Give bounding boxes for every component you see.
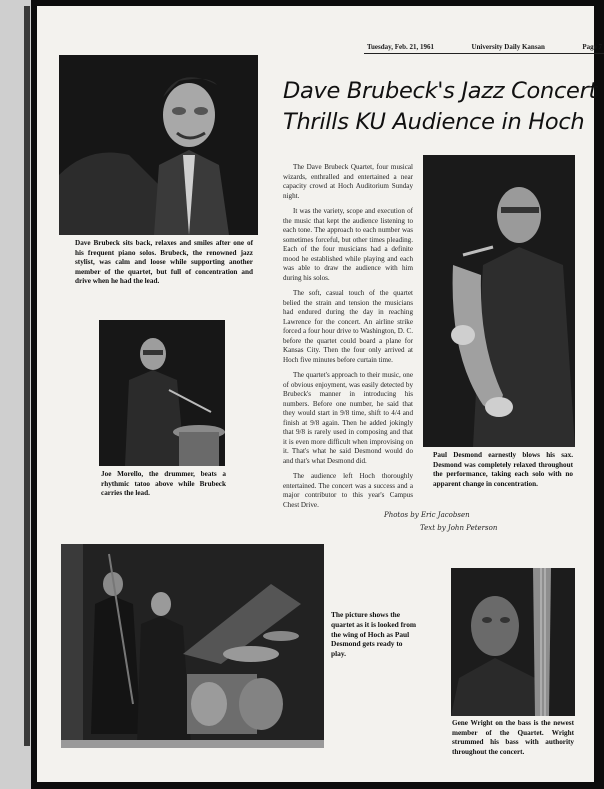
adjacent-page-edge [0,0,31,789]
article-paragraph: The audience left Hoch thoroughly entertained. The concert was a success and a major contributor to this year's Campus Chest Drive. [283,472,413,509]
article-body [283,163,413,516]
head-rule [364,53,604,54]
brubeck-caption: Dave Brubeck sits back, relaxes and smiles after one of his frequent piano solos. Brubeck, the renowned jazz stylist, was calm and loose while supporting another member of the quartet, but full of concentration and drive when he had the lead. [75,239,253,286]
running-head [367,43,602,51]
headline [283,76,603,138]
article-paragraph: The quartet's approach to their music, one of obvious enjoyment, was easily detected by Brubeck's manner in introducing his numbers. Before one number, he said that they would start in 9/8 time, shift to 4/4 and finish at 9/8 again. Then he added jokingly that 9/8 is rarely used in composing and that it is even more difficult when improvising on it. That's what he said Desmond would do and that's what Desmond did. [283,371,413,465]
text-credit: Text by John Peterson [420,524,498,532]
morello-photo [99,320,225,466]
stage-caption: The picture shows the quartet as it is looked from the wing of Hoch as Paul Desmond gets ready to play. [331,610,417,659]
stage-photo [61,544,324,748]
headline-line-1: Dave Brubeck's Jazz Concert [283,78,598,104]
paper-name: University Daily Kansan [471,43,545,51]
article-paragraph: It was the variety, scope and execution of the music that kept the audience listening to each tone. The approach to each number was sometimes forceful, but other times pleading. Each of the four musicians had a definite mood he established while playing and each was able to draw the audience with him during his solos. [283,207,413,282]
wright-caption: Gene Wright on the bass is the newest member of the Quartet. Wright strummed his bass with authority throughout the concert. [452,719,574,756]
photo-credit: Photos by Eric Jacobsen [384,511,470,519]
issue-date: Tuesday, Feb. 21, 1961 [367,43,435,51]
article-paragraph: The soft, casual touch of the quartet belied the strain and tension the musicians had endured during the day in reaching Lawrence for the concert. An airline strike forced a four hour drive to Washington, D. C. before the quartet could board a plane for Kansas City. Then the four only arrived at Hoch five minutes before curtain time. [283,289,413,364]
wright-photo [451,568,575,716]
newspaper-page [37,6,602,782]
desmond-photo [423,155,575,447]
page-number: Page 7 [582,43,602,51]
headline-line-2: Thrills KU Audience in Hoch [283,109,585,135]
morello-caption: Joe Morello, the drummer, beats a rhythmic tatoo above while Brubeck carries the lead. [101,470,226,498]
article-paragraph: The Dave Brubeck Quartet, four musical wizards, enthralled and entertained a near capacity crowd at Hoch Auditorium Sunday night. [283,163,413,200]
brubeck-photo [59,55,258,235]
desmond-caption: Paul Desmond earnestly blows his sax. Desmond was completely relaxed throughout the performance, taking each solo with no apparent change in concentration. [433,451,573,488]
